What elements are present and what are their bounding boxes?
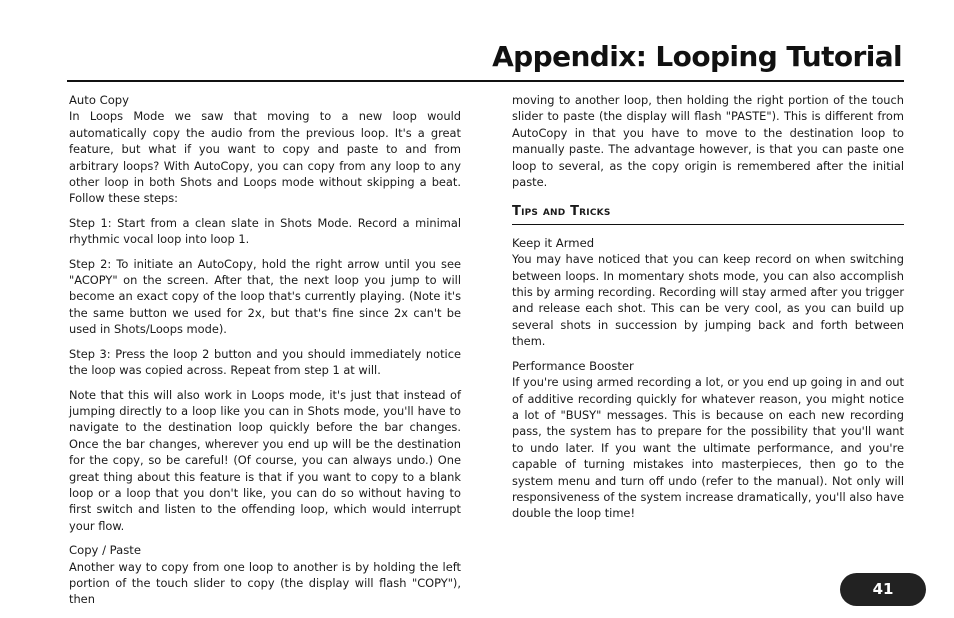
auto-copy-step-1: Step 1: Start from a clean slate in Shots Mode. Record a minimal rhythmic vocal loop into loop 1. [69, 215, 461, 247]
page-number-badge: 41 [840, 573, 926, 606]
keep-armed-heading: Keep it Armed [512, 235, 595, 250]
auto-copy-step-2: Step 2: To initiate an AutoCopy, hold the right arrow until you see "ACOPY" on the screen. After that, the next loop you jump to will become an exact copy of the loop that's currently playing. (Note it's the same button we used for 2x, but that's fine since 2x can't be used in Shots/Loops mode). [69, 256, 461, 337]
keep-armed-paragraph: You may have noticed that you can keep record on when switching between loops. In momentary shots mode, you can also accomplish this by arming recording. Recording will stay armed after you trigger and release each shot. This can be very cool, as you can build up several shots in succession by jumping back and forth between them. [512, 252, 904, 349]
auto-copy-note: Note that this will also work in Loops mode, it's just that instead of jumping directly to a loop like you can in Shots mode, you'll have to navigate to the destination loop quickly before the bar changes. Once the bar changes, wherever you end up will be the destination for the copy, so be careful! (Of course, you can always undo.) One great thing about this feature is that if you want to copy to a blank loop or a loop that you don't like, you can do so without having to first switch and listen to the offending loop, which would interrupt your flow. [69, 387, 461, 533]
copy-paste-paragraph: Another way to copy from one loop to another is by holding the left portion of the touch slider to copy (the display will flash "COPY"), then [69, 559, 461, 607]
copy-paste-heading: Copy / Paste [69, 543, 141, 558]
auto-copy-heading: Auto Copy [69, 93, 130, 107]
left-column [69, 92, 461, 616]
right-column [512, 92, 904, 530]
performance-paragraph: If you're using armed recording a lot, or you end up going in and out of additive recording quickly for whatever reason, you might notice a lot of "BUSY" messages. This is because on each new recording pass, the system has to prepare for the possibility that you'll want to undo later. If you want the ultimate performance, and you're capable of turning mistakes into masterpieces, then go to the system menu and turn off undo (refer to the manual). Not only will responsiveness of the system increase dramatically, you'll also have double the loop time! [512, 375, 904, 521]
auto-copy-intro: In Loops Mode we saw that moving to a new loop would automatically copy the audio from the previous loop. It's a great feature, but what if you want to copy and paste to and from arbitrary loops? With AutoCopy, you can copy from any loop to any other loop in both Shots and Loops mode without skipping a beat. Follow these steps: [69, 109, 461, 206]
copy-paste-continuation: moving to another loop, then holding the right portion of the touch slider to paste (the display will flash "PASTE"). This is different from AutoCopy in that you have to move to the destination loop to manually paste. The advantage however, is that you can paste one loop to several, as the copy origin is remembered after the initial paste. [512, 93, 904, 190]
title-rule [67, 80, 904, 82]
auto-copy-step-3: Step 3: Press the loop 2 button and you should immediately notice the loop was copied across. Repeat from step 1 at will. [69, 346, 461, 378]
tips-and-tricks-heading: Tips and Tricks [512, 204, 904, 224]
performance-heading: Performance Booster [512, 358, 634, 373]
page-title: Appendix: Looping Tutorial [492, 40, 902, 73]
